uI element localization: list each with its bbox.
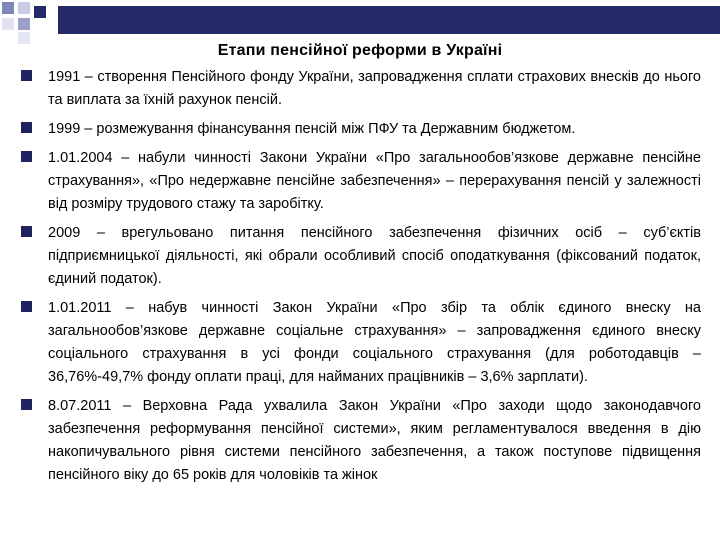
deco-square	[18, 2, 30, 14]
square-bullet-icon	[21, 399, 32, 410]
list-item-text: 1991 – створення Пенсійного фонду України, запровадження сплати страхових внесків до нього та виплата за їхній рахунок пенсій.	[48, 69, 701, 108]
list-item	[21, 395, 701, 487]
list-item	[21, 118, 701, 141]
header-bar	[58, 6, 720, 34]
list-item	[21, 297, 701, 389]
slide-title: Етапи пенсійної реформи в Україні	[217, 42, 503, 59]
square-bullet-icon	[21, 226, 32, 237]
square-bullet-icon	[21, 151, 32, 162]
list-item-text: 1.01.2011 – набув чинності Закон України «Про збір та облік єдиного внеску на загальнообов’язкове державне соціальне страхування» – запровадження єдиного внеску соціального страхування в усі фонди соціального страхування (для роботодавців – 36,76%-49,7% фонду оплати праці, для найманих працівників – 3,6% зарплати).	[48, 300, 701, 385]
deco-square	[18, 18, 30, 30]
decorative-squares	[0, 0, 58, 44]
list-item-text: 1.01.2004 – набули чинності Закони України «Про загальнообов’язкове державне пенсійне страхування», «Про недержавне пенсійне забезпечення» – перерахування пенсій у залежності від розміру трудового стажу та заробітку.	[48, 150, 701, 212]
list-item	[21, 66, 701, 112]
deco-square	[2, 2, 14, 14]
square-bullet-icon	[21, 122, 32, 133]
reform-stages-list	[21, 66, 701, 493]
list-item-text: 8.07.2011 – Верховна Рада ухвалила Закон України «Про заходи щодо законодавчого забезпечення реформування пенсійної системи», яким регламентувалося введення в дію накопичувального рівня системи пенсійного забезпечення, а також поступове підвищення пенсійного віку до 65 років для чоловіків та жінок	[48, 398, 701, 483]
list-item	[21, 222, 701, 291]
list-item	[21, 147, 701, 216]
deco-square	[2, 18, 14, 30]
deco-square	[34, 6, 46, 18]
list-item-text: 2009 – врегульовано питання пенсійного забезпечення фізичних осіб – суб’єктів підприємницької діяльності, які обрали особливий спосіб оподаткування (фіксований податок, єдиний податок).	[48, 225, 701, 287]
square-bullet-icon	[21, 70, 32, 81]
square-bullet-icon	[21, 301, 32, 312]
list-item-text: 1999 – розмежування фінансування пенсій між ПФУ та Державним бюджетом.	[48, 121, 576, 137]
